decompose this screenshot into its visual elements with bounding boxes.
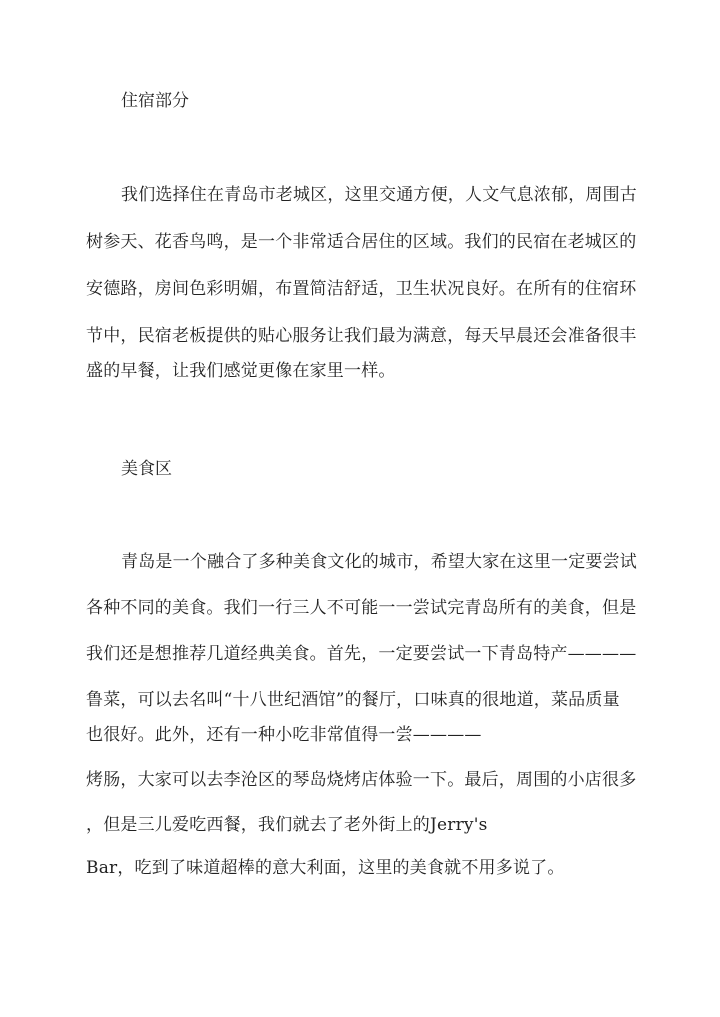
paragraph-line: 树参天、花香鸟鸣，是一个非常适合居住的区域。我们的民宿在老城区的 xyxy=(86,232,637,252)
paragraph-line: 鲁菜，可以去名叫“十八世纪酒馆”的餐厅，口味真的很地道，菜品质量 xyxy=(86,690,620,710)
paragraph-line: 我们选择住在青岛市老城区，这里交通方便，人文气息浓郁，周围古 xyxy=(121,185,637,205)
paragraph-line: 烤肠，大家可以去李沧区的琴岛烧烤店体验一下。最后，周围的小店很多 xyxy=(86,770,637,790)
paragraph-line: 我们还是想推荐几道经典美食。首先，一定要尝试一下青岛特产———— xyxy=(86,644,637,664)
paragraph-line: 也很好。此外，还有一种小吃非常值得一尝———— xyxy=(86,725,482,745)
paragraph-line: 节中，民宿老板提供的贴心服务让我们最为满意，每天早晨还会准备很丰 xyxy=(86,326,637,346)
paragraph-line: ，但是三儿爱吃西餐，我们就去了老外街上的Jerry's xyxy=(86,815,488,835)
paragraph-line: 青岛是一个融合了多种美食文化的城市，希望大家在这里一定要尝试 xyxy=(121,552,637,572)
paragraph-line: 盛的早餐，让我们感觉更像在家里一样。 xyxy=(86,361,396,381)
section-heading-food: 美食区 xyxy=(121,459,172,479)
paragraph-line: Bar，吃到了味道超棒的意大利面，这里的美食就不用多说了。 xyxy=(86,858,565,878)
section-heading-lodging: 住宿部分 xyxy=(121,91,189,111)
paragraph-line: 安德路，房间色彩明媚，布置简洁舒适，卫生状况良好。在所有的住宿环 xyxy=(86,279,637,299)
paragraph-line: 各种不同的美食。我们一行三人不可能一一尝试完青岛所有的美食，但是 xyxy=(86,598,637,618)
